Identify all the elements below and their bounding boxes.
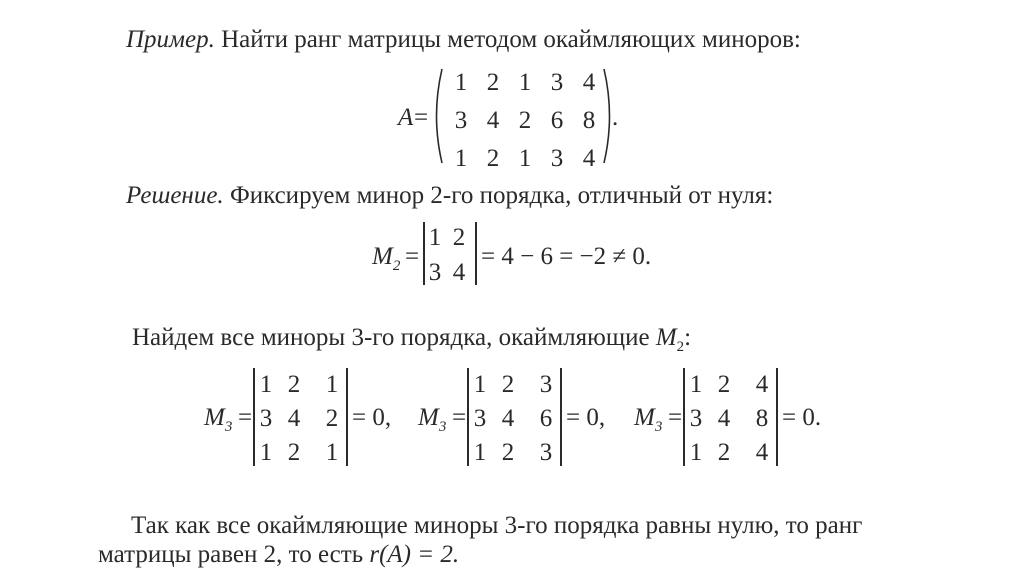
matrix-cell: 4 xyxy=(582,145,596,172)
minor-3-subscript: 3 xyxy=(438,419,447,435)
matrix-cell: 6 xyxy=(539,405,553,432)
matrix-cell: 1 xyxy=(689,371,703,398)
matrix-cell: 4 xyxy=(755,439,769,466)
matrix-cell: 3 xyxy=(550,69,564,96)
matrix-cell: 2 xyxy=(325,405,339,432)
matrix-cell: 2 xyxy=(287,371,301,398)
matrix-a-grid xyxy=(445,70,605,171)
find-text: Найдем все миноры 3-го порядка, окаймляющие xyxy=(132,324,656,351)
find-colon: : xyxy=(684,324,692,351)
minor-3-symbol: M xyxy=(418,404,439,431)
conclusion-text: матрицы равен 2, то есть xyxy=(98,541,370,568)
minor-2-result: = 4 − 6 = −2 ≠ 0. xyxy=(481,243,652,270)
minor-3-right-bar xyxy=(776,368,778,466)
minor-2-grid xyxy=(426,225,474,285)
matrix-cell: 2 xyxy=(452,224,466,251)
left-paren-icon xyxy=(430,68,444,164)
minor-3-equals: = xyxy=(452,404,467,431)
matrix-cell: 2 xyxy=(717,371,731,398)
solution-heading xyxy=(126,183,773,208)
minor-3-name xyxy=(418,404,447,435)
minor-3-equals: = xyxy=(238,404,253,431)
matrix-cell: 3 xyxy=(689,405,703,432)
minor-3-grid xyxy=(687,372,781,465)
matrix-a-period: . xyxy=(612,104,619,131)
matrix-cell: 3 xyxy=(550,145,564,172)
matrix-cell: 2 xyxy=(287,439,301,466)
minor-3-equals: = xyxy=(668,404,683,431)
rank-expression: r(A) = 2. xyxy=(369,541,460,568)
matrix-cell: 2 xyxy=(518,107,532,134)
matrix-cell: 4 xyxy=(287,405,301,432)
minor-3-left-bar xyxy=(467,368,469,466)
matrix-cell: 2 xyxy=(501,439,515,466)
matrix-cell: 4 xyxy=(755,371,769,398)
matrix-cell: 1 xyxy=(518,69,532,96)
minor-3-result: = 0, xyxy=(566,404,606,431)
minor-2-subscript: 2 xyxy=(392,258,401,274)
minor-3-name xyxy=(204,404,233,435)
minor-3-subscript: 3 xyxy=(654,419,663,435)
minor-3-symbol: M xyxy=(634,404,655,431)
minor-3-left-bar xyxy=(683,368,685,466)
minor-3-result: = 0. xyxy=(782,404,822,431)
solution-lead: Решение. xyxy=(126,182,224,209)
matrix-cell: 1 xyxy=(473,371,487,398)
minor-3-left-bar xyxy=(253,368,255,466)
matrix-cell: 1 xyxy=(518,145,532,172)
matrix-cell: 3 xyxy=(539,439,553,466)
matrix-cell: 1 xyxy=(259,371,273,398)
matrix-cell: 8 xyxy=(582,107,596,134)
matrix-cell: 2 xyxy=(486,145,500,172)
matrix-a-name: A xyxy=(398,104,414,131)
matrix-cell: 1 xyxy=(428,224,442,251)
minor-3-right-bar xyxy=(346,368,348,466)
example-text: Найти ранг матрицы методом окаймляющих миноров: xyxy=(221,26,801,53)
minor-2-symbol: M xyxy=(372,243,393,270)
minor-3-grid xyxy=(257,372,351,465)
matrix-cell: 2 xyxy=(501,371,515,398)
matrix-cell: 2 xyxy=(486,69,500,96)
matrix-cell: 1 xyxy=(454,69,468,96)
example-heading xyxy=(126,27,801,52)
matrix-cell: 2 xyxy=(717,439,731,466)
matrix-cell: 4 xyxy=(501,405,515,432)
example-lead: Пример. xyxy=(126,26,215,53)
matrix-cell: 4 xyxy=(452,259,466,286)
minor-2-equals: = xyxy=(405,243,420,270)
matrix-cell: 1 xyxy=(473,439,487,466)
conclusion-line-1: Так как все окаймляющие миноры 3-го порядка равны нулю, то ранг xyxy=(131,512,863,539)
matrix-cell: 1 xyxy=(325,439,339,466)
solution-text: Фиксируем минор 2-го порядка, отличный от нуля: xyxy=(229,182,774,209)
minor-3-name xyxy=(634,404,663,435)
minor-2-left-bar xyxy=(423,222,425,285)
matrix-cell: 3 xyxy=(454,107,468,134)
minor-3-subscript: 3 xyxy=(224,419,233,435)
matrix-cell: 4 xyxy=(486,107,500,134)
matrix-cell: 1 xyxy=(325,371,339,398)
matrix-cell: 6 xyxy=(550,107,564,134)
matrix-cell: 3 xyxy=(428,259,442,286)
find-line xyxy=(132,324,692,355)
matrix-cell: 3 xyxy=(539,371,553,398)
matrix-a-equals: = xyxy=(414,104,429,131)
find-symbol: M xyxy=(655,324,677,351)
minor-3-right-bar xyxy=(560,368,562,466)
minor-3-symbol: M xyxy=(204,404,225,431)
minor-3-grid xyxy=(471,372,565,465)
matrix-cell: 1 xyxy=(689,439,703,466)
matrix-cell: 4 xyxy=(582,69,596,96)
matrix-cell: 1 xyxy=(259,439,273,466)
matrix-cell: 3 xyxy=(473,405,487,432)
conclusion-line-2 xyxy=(98,542,459,567)
matrix-cell: 8 xyxy=(755,405,769,432)
minor-2-right-bar xyxy=(475,222,477,285)
minor-3-result: = 0, xyxy=(352,404,392,431)
matrix-cell: 1 xyxy=(454,145,468,172)
matrix-cell: 3 xyxy=(259,405,273,432)
find-subscript: 2 xyxy=(676,339,685,355)
matrix-cell: 4 xyxy=(717,405,731,432)
minor-2-name xyxy=(372,243,401,274)
